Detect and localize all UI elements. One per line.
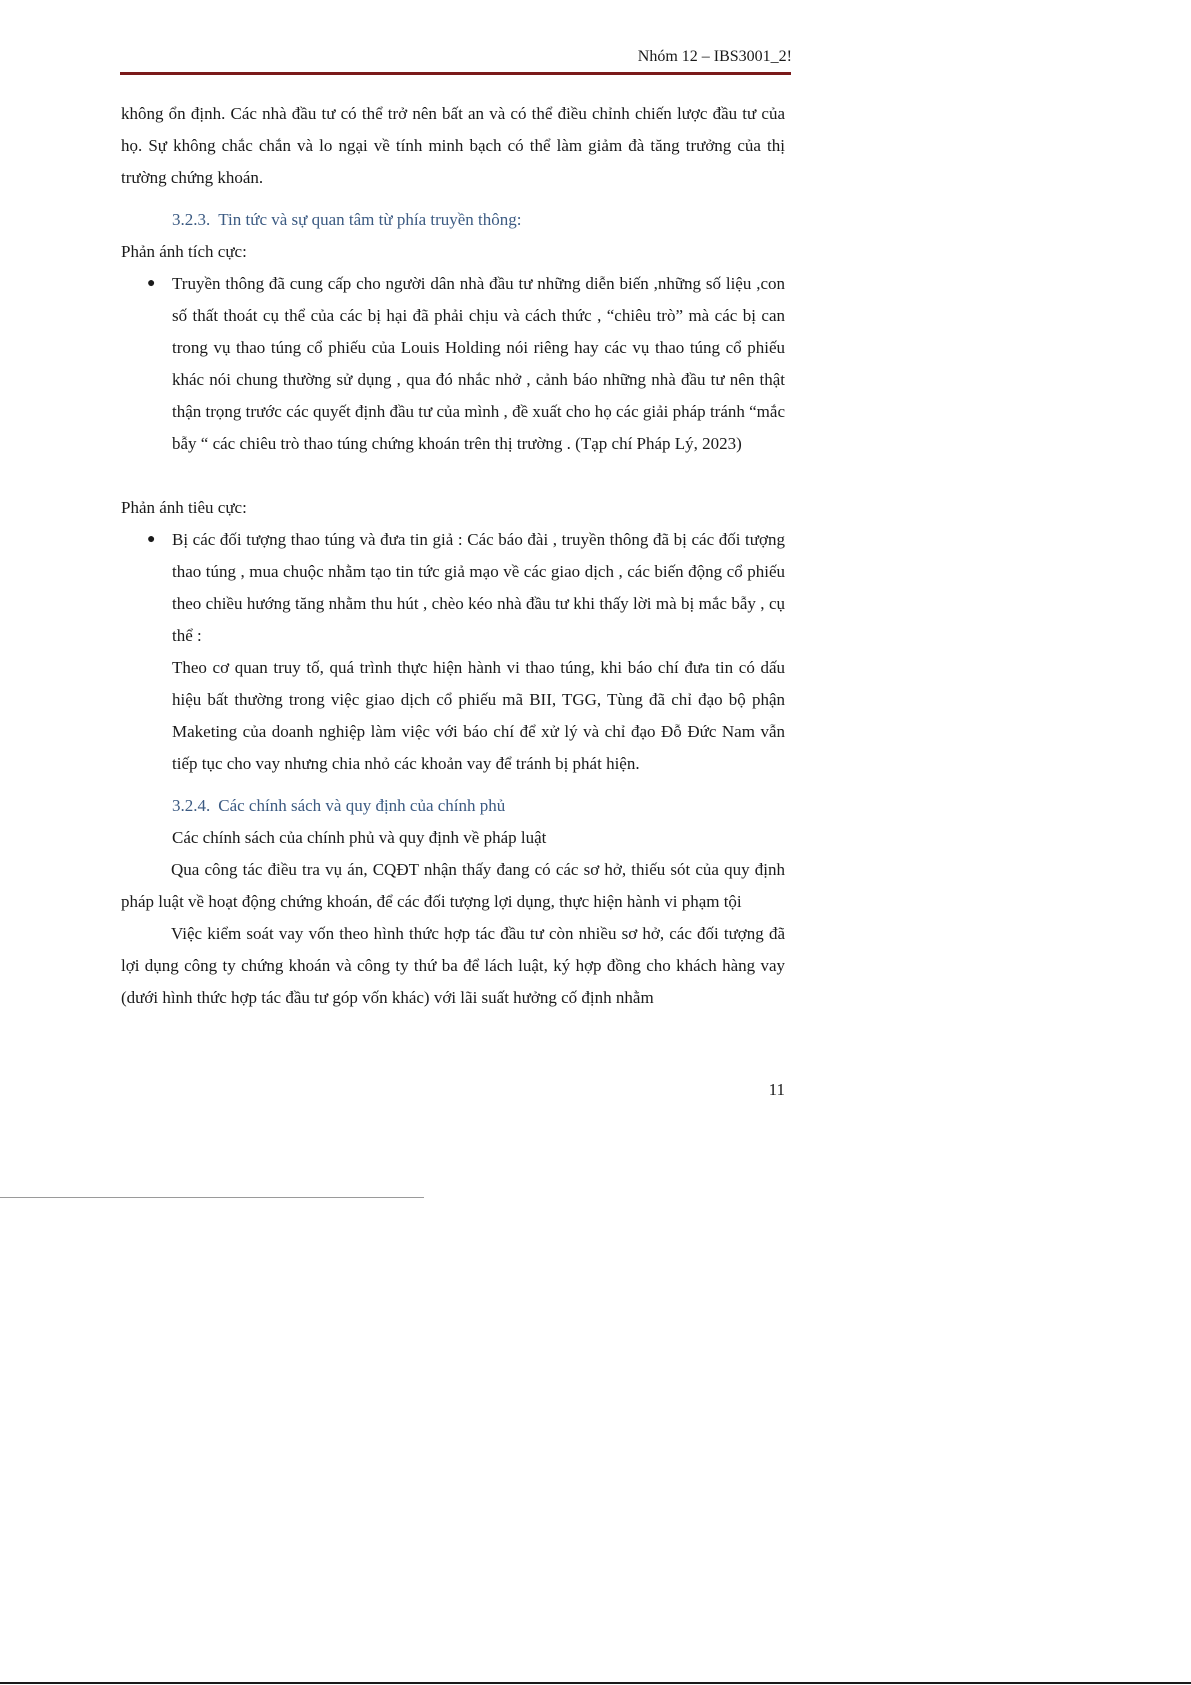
page-bottom-edge <box>0 1682 1191 1684</box>
page-content <box>121 98 785 1014</box>
negative-detail-paragraph: Theo cơ quan truy tố, quá trình thực hiện hành vi thao túng, khi báo chí đưa tin có dấu hiệu bất thường trong việc giao dịch cổ phiếu mã BII, TGG, Tùng đã chỉ đạo bộ phận Maketing của doanh nghiệp làm việc với báo chí để xử lý và chỉ đạo Đỗ Đức Nam vẫn tiếp tục cho vay nhưng chia nhỏ các khoản vay để tránh bị phát hiện. <box>172 658 785 773</box>
bullet-icon: ● <box>147 276 156 291</box>
negative-bullet-item <box>121 524 785 652</box>
negative-reflection-label: Phản ánh tiêu cực: <box>121 498 247 517</box>
section-title: Các chính sách và quy định của chính phủ <box>218 796 506 815</box>
positive-bullet-item <box>121 268 785 460</box>
footnote-separator <box>0 1197 424 1198</box>
policy-paragraph-1: Qua công tác điều tra vụ án, CQĐT nhận thấy đang có các sơ hở, thiếu sót của quy định pháp luật về hoạt động chứng khoán, để các đối tượng lợi dụng, thực hiện hành vi phạm tội <box>121 860 785 911</box>
header-divider <box>120 72 791 75</box>
section-number: 3.2.4. <box>172 796 211 815</box>
section-heading-3-2-4 <box>121 790 785 822</box>
section-title: Tin tức và sự quan tâm từ phía truyền thông: <box>218 210 522 229</box>
section-number: 3.2.3. <box>172 210 211 229</box>
page-number: 11 <box>768 1080 785 1099</box>
section-heading-3-2-3 <box>121 204 785 236</box>
positive-bullet-text: Truyền thông đã cung cấp cho người dân nhà đầu tư những diễn biến ,những số liệu ,con số thất thoát cụ thể của các bị hại đã phải chịu và cách thức , “chiêu trò” mà các bị can trong vụ thao túng cổ phiếu của Louis Holding nói riêng hay các vụ thao túng cổ phiếu khác nói chung thường sử dụng , qua đó nhắc nhở , cảnh báo những nhà đầu tư nên thật thận trọng trước các quyết định đầu tư của mình , đề xuất cho họ các giải pháp tránh “mắc bẫy “ các chiêu trò thao túng chứng khoán trên thị trường . (Tạp chí Pháp Lý, 2023) <box>172 274 785 453</box>
policy-paragraph-2: Việc kiểm soát vay vốn theo hình thức hợp tác đầu tư còn nhiều sơ hở, các đối tượng đã lợi dụng công ty chứng khoán và công ty thứ ba để lách luật, ký hợp đồng cho khách hàng vay (dưới hình thức hợp tác đầu tư góp vốn khác) với lãi suất hưởng cố định nhằm <box>121 924 785 1007</box>
paragraph-spacer <box>121 460 785 492</box>
policy-label: Các chính sách của chính phủ và quy định về pháp luật <box>172 828 547 847</box>
negative-bullet-text: Bị các đối tượng thao túng và đưa tin giả : Các báo đài , truyền thông đã bị các đối tượng thao túng , mua chuộc nhằm tạo tin tức giả mạo về các giao dịch , các biến động cổ phiếu theo chiều hướng tăng nhằm thu hút , chèo kéo nhà đầu tư khi thấy lời mà bị mắc bẫy , cụ thể : <box>172 530 785 645</box>
bullet-icon: ● <box>147 532 156 547</box>
intro-paragraph: không ổn định. Các nhà đầu tư có thể trở nên bất an và có thể điều chỉnh chiến lược đầu tư của họ. Sự không chắc chắn và lo ngại về tính minh bạch có thể làm giảm đà tăng trưởng của thị trường chứng khoán. <box>121 104 785 187</box>
positive-reflection-label: Phản ánh tích cực: <box>121 242 247 261</box>
running-header: Nhóm 12 – IBS3001_2! <box>637 48 792 65</box>
